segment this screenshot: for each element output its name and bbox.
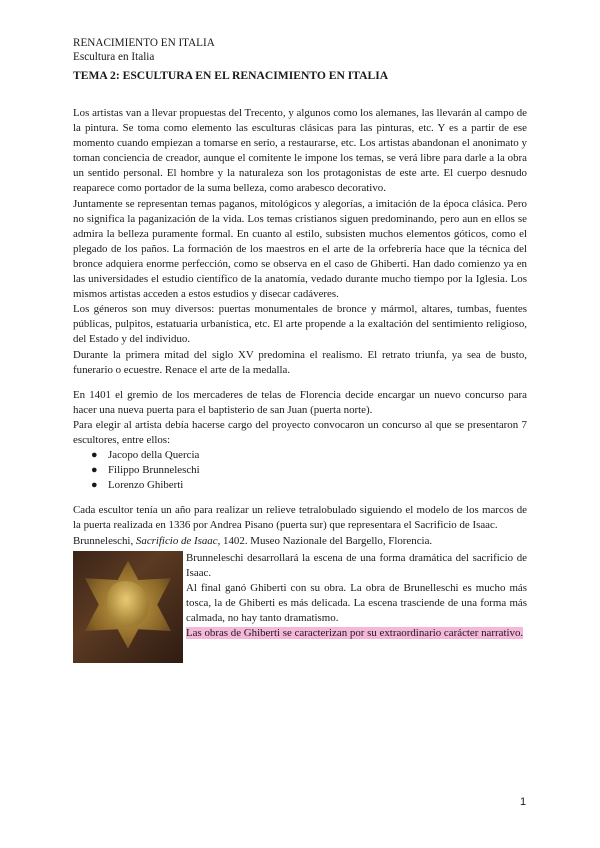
highlighted-paragraph <box>186 626 527 641</box>
bullet-icon: ● <box>91 464 98 477</box>
paragraph-themes: Juntamente se representan temas paganos, mitológicos y alegorías, a imitación de la época clásica. Pero no significa la paganización de la vida. Los temas cristianos siguen predominando, pero aun en ellos se admira la belleza puramente formal. En cuanto al estilo, subsisten muchos elementos góticos, como el plegado de los paños. La formación de los maestros en el arte de la orfebrería hace que la técnica del bronce adquiera enorme perfección, como se observa en el caso de Ghiberti. Han dado comienzo ya en las universidades el estudio científico de la anatomía, vedado durante mucho tiempo por la Iglesia. Los mismos artistas acceden a estos estudios y disecar cadáveres. <box>73 197 527 301</box>
bullet-icon: ● <box>91 479 98 492</box>
highlight: Las obras de Ghiberti se caracterizan por su extraordinario carácter narrativo. <box>186 627 524 640</box>
paragraph-sculptors: Para elegir al artista debía hacerse cargo del proyecto convocaron un concurso al que se presentaron 7 escultores, entre ellos: <box>73 418 527 446</box>
paragraph-genres: Los géneros son muy diversos: puertas monumentales de bronce y mármol, altares, tumbas, fuentes públicas, pulpitos, estatuaria urbanística, etc. El arte propende a la exaltación del sentimiento religioso, del Estado y del individuo. <box>73 303 527 346</box>
page-title: TEMA 2: ESCULTURA EN EL RENACIMIENTO EN ITALIA <box>73 69 389 82</box>
list-item: ● Lorenzo Ghiberti <box>73 478 527 493</box>
list-item: ● Jacopo della Quercia <box>73 448 527 463</box>
header-subject: Escultura en Italia <box>73 51 155 63</box>
sculptor-list <box>73 448 527 493</box>
figure-row <box>73 551 527 663</box>
page-number: 1 <box>520 796 527 808</box>
document-page <box>73 36 527 663</box>
paragraph-intro: Los artistas van a llevar propuestas del Trecento, y algunos como los alemanes, las llevarán al campo de la pintura. Se toma como elemento las esculturas clásicas para las pinturas, etc. Y es a partir de ese momento cuando empiezan a tomarse en serio, a restaurarse, etc. Los artistas abandonan el anonimato y toman conciencia de creador, aunque el comitente le impone los temas, se verá libre para darle a la obra un sentido personal. El hombre y la naturaleza son los protagonistas de este arte. El cuerpo desnudo reaparece como portador de la suma belleza, como arabesco decorativo. <box>73 107 527 195</box>
paragraph-realism: Durante la primera mitad del siglo XV predomina el realismo. El retrato triunfa, ya sea de busto, funerario o ecuestre. Renace el arte de la medalla. <box>73 348 527 376</box>
sacrifice-of-isaac-relief-image <box>73 551 183 663</box>
list-item: ● Filippo Brunneleschi <box>73 463 527 478</box>
figure-text <box>186 551 527 663</box>
bullet-icon: ● <box>91 449 98 462</box>
paragraph-relief: Cada escultor tenía un año para realizar un relieve tetralobulado siguiendo el modelo de los marcos de la puerta realizada en 1336 por Andrea Pisano (puerta sur) que representara el Sacrificio de Isaac. <box>73 504 527 532</box>
paragraph-brunelleschi: Brunneleschi desarrollará la escena de una forma dramática del sacrificio de Isaac. <box>186 551 527 579</box>
paragraph-competition: En 1401 el gremio de los mercaderes de telas de Florencia decide encargar un nuevo concurso para hacer una nueva puerta para el baptisterio de san Juan (puerta norte). <box>73 388 527 416</box>
header-course: RENACIMIENTO EN ITALIA <box>73 37 215 49</box>
figure-caption: Brunneleschi, Sacrificio de Isaac, 1402. Museo Nazionale del Bargello, Florencia. <box>73 534 433 547</box>
paragraph-ghiberti: Al final ganó Ghiberti con su obra. La obra de Brunelleschi es mucho más tosca, la de Ghiberti es más delicada. La escena trasciende de una forma más calmada, no hay tanto dramatismo. <box>186 581 527 624</box>
